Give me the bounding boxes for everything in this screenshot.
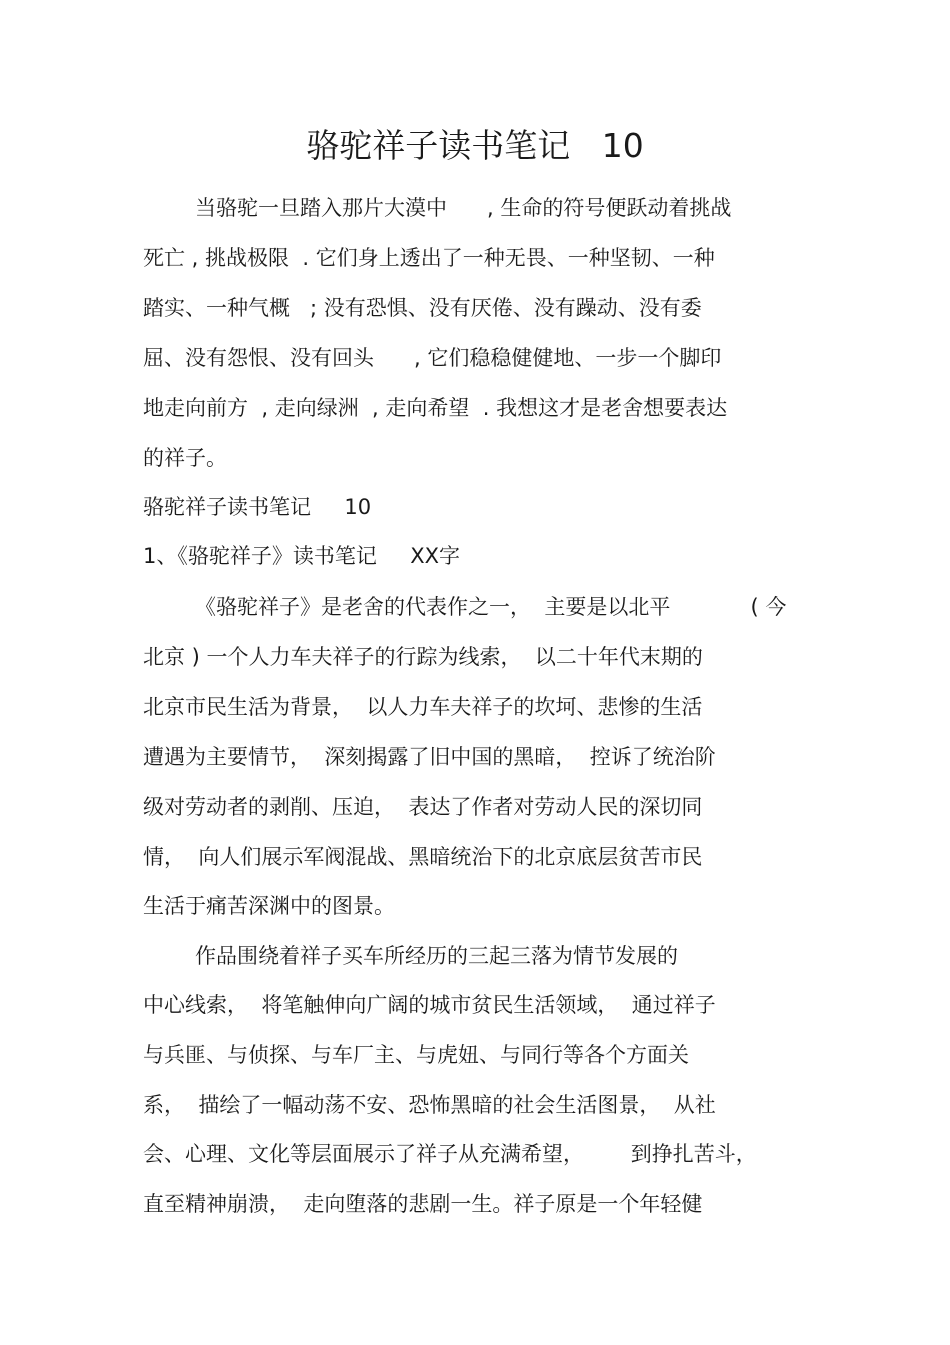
paragraph1-line-4: 遭遇为主要情节， 深刻揭露了旧中国的黑暗， 控诉了统治阶 <box>143 745 716 769</box>
paragraph1-line-7: 生活于痛苦深渊中的图景。 <box>143 894 395 918</box>
paragraph2-line-5: 会、心理、文化等层面展示了祥子从充满希望， 到挣扎苦斗， <box>143 1142 757 1166</box>
intro-line-1: 当骆驼一旦踏入那片大漠中 , 生命的符号便跃动着挑战 <box>195 196 732 220</box>
section-heading: 1、《骆驼祥子》读书笔记 XX字 <box>143 544 461 568</box>
paragraph2-line-4: 系， 描绘了一幅动荡不安、恐怖黑暗的社会生活图景， 从社 <box>143 1093 716 1117</box>
paragraph1-line-2: 北京 ) 一个人力车夫祥子的行踪为线索， 以二十年代末期的 <box>143 645 703 669</box>
intro-line-2: 死亡 , 挑战极限 . 它们身上透出了一种无畏、一种坚韧、一种 <box>143 246 715 270</box>
paragraph2-line-2: 中心线索， 将笔触伸向广阔的城市贫民生活领域， 通过祥子 <box>143 993 716 1017</box>
paragraph1-line-3: 北京市民生活为背景， 以人力车夫祥子的坎坷、悲惨的生活 <box>143 695 703 719</box>
document-title: 骆驼祥子读书笔记 10 <box>306 126 644 165</box>
intro-line-5: 地走向前方 , 走向绿洲 , 走向希望 . 我想这才是老舍想要表达 <box>143 396 728 420</box>
document-subtitle: 骆驼祥子读书笔记 10 <box>143 495 372 519</box>
paragraph1-line-5: 级对劳动者的剥削、压迫， 表达了作者对劳动人民的深切同 <box>143 795 703 819</box>
paragraph2-line-3: 与兵匪、与侦探、与车厂主、与虎妞、与同行等各个方面关 <box>143 1043 689 1067</box>
intro-line-3: 踏实、一种气概 ; 没有恐惧、没有厌倦、没有躁动、没有委 <box>143 296 702 320</box>
paragraph1-line-6: 情， 向人们展示军阀混战、黑暗统治下的北京底层贫苦市民 <box>143 845 703 869</box>
intro-line-4: 屈、没有怨恨、没有回头 , 它们稳稳健健地、一步一个脚印 <box>143 346 722 370</box>
paragraph2-line-6: 直至精神崩溃， 走向堕落的悲剧一生。祥子原是一个年轻健 <box>143 1192 703 1216</box>
paragraph1-line-1: 《骆驼祥子》是老舍的代表作之一， 主要是以北平 ( 今 <box>195 595 787 619</box>
paragraph2-line-1: 作品围绕着祥子买车所经历的三起三落为情节发展的 <box>195 944 678 968</box>
intro-line-6: 的祥子。 <box>143 446 227 470</box>
